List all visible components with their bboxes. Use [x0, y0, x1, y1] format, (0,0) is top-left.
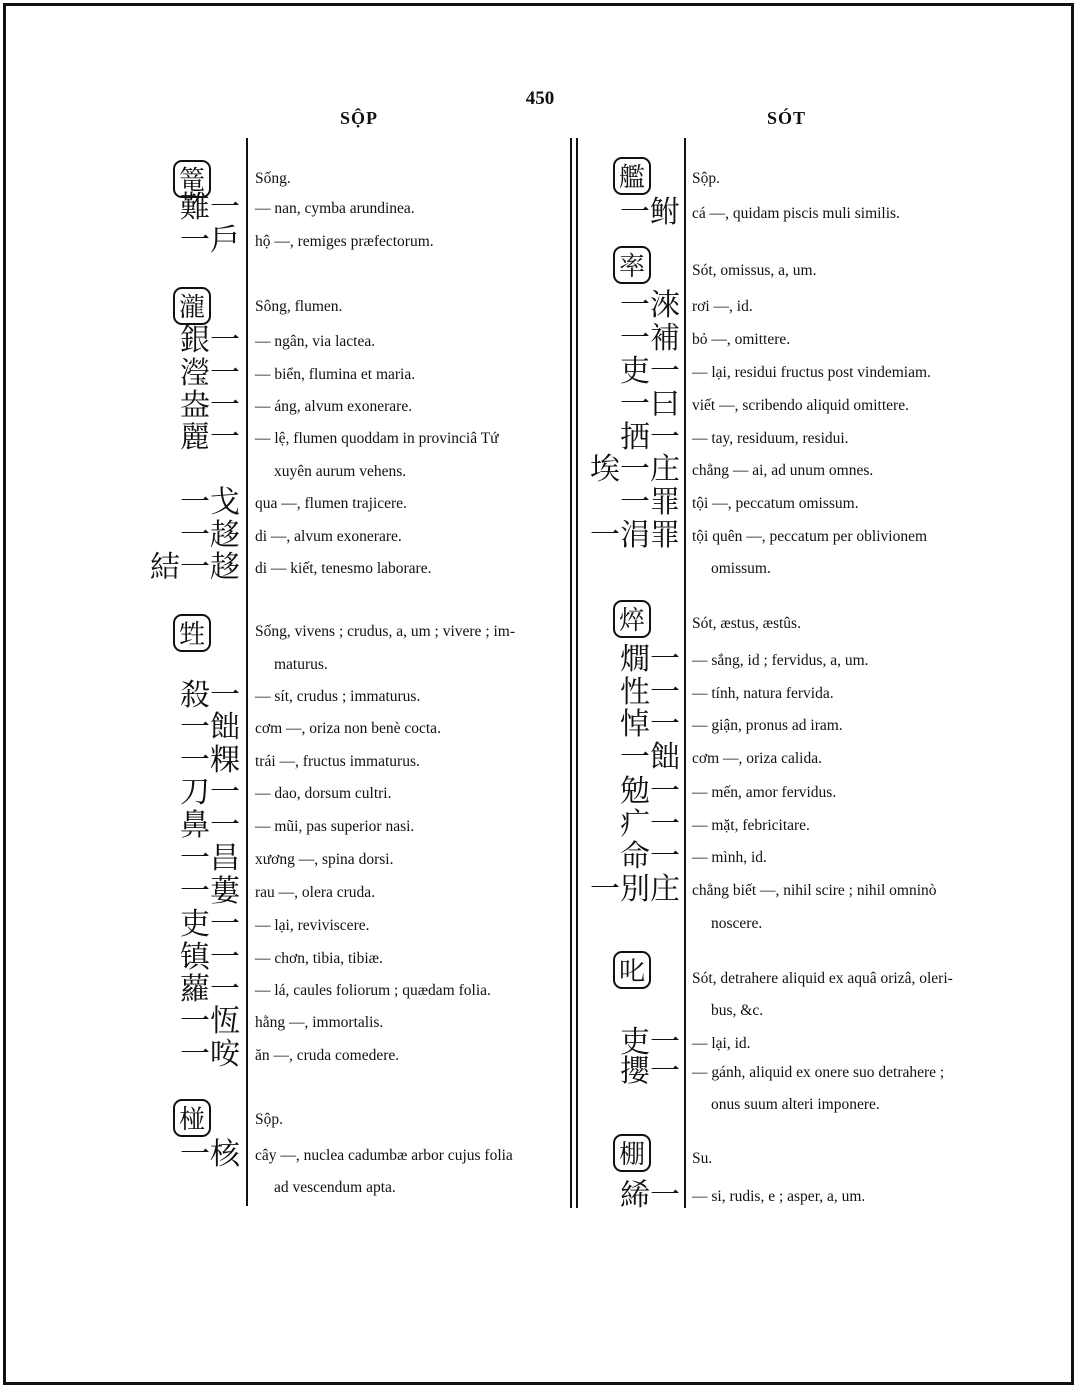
chinese-characters: 一蔞 [180, 874, 240, 909]
center-rule-a [570, 138, 572, 1208]
chinese-characters: 一飿 [620, 740, 680, 775]
entry-head: Sống. [255, 170, 291, 187]
chinese-characters: 一核 [180, 1137, 240, 1172]
character-box: 瀧 [173, 287, 211, 325]
entry-text: — sít, crudus ; immaturus. [255, 688, 421, 705]
entry-text: di — kiết, tenesmo laborare. [255, 560, 432, 577]
entry-text: — mặt, febricitare. [692, 817, 810, 834]
entry-text: — gánh, aliquid ex onere suo detrahere ; [692, 1064, 945, 1081]
entry-text: hằng —, immortalis. [255, 1014, 384, 1031]
entry-text: cơm —, oriza calida. [692, 750, 822, 767]
chinese-characters: 一昌 [180, 841, 240, 876]
chinese-characters: 盎一 [180, 388, 240, 423]
chinese-characters: 攖一 [620, 1054, 680, 1089]
entry-text: — áng, alvum exonerare. [255, 398, 413, 415]
chinese-characters: 一咹 [180, 1037, 240, 1072]
entry-text: tội —, peccatum omissum. [692, 495, 859, 512]
entry-text: Sộp. [255, 1111, 283, 1128]
chinese-characters: 性一 [620, 675, 680, 710]
entry-text: Su. [692, 1150, 713, 1167]
chinese-characters: 結一趍 [150, 550, 240, 585]
chinese-characters: 一戈 [180, 485, 240, 520]
page-border [3, 3, 1074, 1385]
chinese-characters: 镇一 [180, 940, 240, 975]
entry-text: Sộp. [692, 170, 720, 187]
entry-continuation: xuyên aurum vehens. [274, 463, 407, 480]
entry-text: qua —, flumen trajicere. [255, 495, 407, 512]
entry-text: — tay, residuum, residui. [692, 430, 849, 447]
chinese-characters: 吏一 [180, 907, 240, 942]
character-box: 篭 [173, 160, 211, 198]
chinese-characters: 麗一 [180, 420, 240, 455]
character-box: 率 [613, 246, 651, 284]
chinese-characters: 刀一 [180, 775, 240, 810]
chinese-characters: 一淶 [620, 288, 680, 323]
entry-text: rơi —, id. [692, 298, 753, 315]
left-column-rule [246, 138, 248, 1206]
entry-text: — dao, dorsum cultri. [255, 785, 392, 802]
entry-text: xương —, spina dorsi. [255, 851, 394, 868]
chinese-characters: 一趍 [180, 518, 240, 553]
entry-text: — biển, flumina et maria. [255, 366, 416, 383]
chinese-characters: 一飿 [180, 710, 240, 745]
chinese-characters: 勉一 [620, 774, 680, 809]
character-box: 甡 [173, 614, 211, 652]
chinese-characters: 悼一 [620, 707, 680, 742]
chinese-characters: 一恆 [180, 1004, 240, 1039]
entry-head: Sông, flumen. [255, 298, 343, 315]
character-box: 焠 [613, 600, 651, 638]
entry-continuation: bus, &c. [711, 1002, 764, 1019]
center-rule-b [576, 138, 578, 1208]
character-box: 叱 [613, 951, 651, 989]
entry-text: — mến, amor fervidus. [692, 784, 837, 801]
entry-text: hộ —, remiges præfectorum. [255, 233, 434, 250]
header-right: SÓT [767, 108, 807, 128]
character-box: 棚 [613, 1134, 651, 1172]
chinese-characters: 一鲋 [620, 195, 680, 230]
chinese-characters: 拪一 [620, 420, 680, 455]
entry-text: — giận, pronus ad iram. [692, 717, 843, 734]
entry-text: — nan, cymba arundinea. [255, 200, 415, 217]
entry-text: chẳng biết —, nihil scire ; nihil omninò [692, 882, 937, 899]
entry-continuation: noscere. [711, 915, 763, 932]
entry-continuation: omissum. [711, 560, 771, 577]
entry-text: — lá, caules foliorum ; quædam folia. [255, 982, 491, 999]
character-box: 艦 [613, 157, 651, 195]
chinese-characters: 疒一 [620, 807, 680, 842]
entry-text: Sót, detrahere aliquid ex aquâ orizâ, oleri- [692, 970, 953, 987]
entry-text: Sót, omissus, a, um. [692, 262, 817, 279]
entry-text: Sót, æstus, æstûs. [692, 615, 801, 632]
entry-text: Sống, vivens ; crudus, a, um ; vivere ; im- [255, 623, 516, 640]
chinese-characters: 一粿 [180, 743, 240, 778]
chinese-characters: 一曰 [620, 387, 680, 422]
header-left: SỘP [340, 108, 379, 128]
chinese-characters: 蘿一 [180, 972, 240, 1007]
entry-text: tội quên —, peccatum per oblivionem [692, 528, 928, 545]
chinese-characters: 一補 [620, 321, 680, 356]
entry-continuation: maturus. [274, 656, 328, 673]
entry-text: di —, alvum exonerare. [255, 528, 402, 545]
chinese-characters: 銀一 [180, 323, 240, 358]
chinese-characters: 鼻一 [180, 808, 240, 843]
chinese-characters: 吏一 [620, 1025, 680, 1060]
entry-text: — chơn, tibia, tibiæ. [255, 950, 383, 967]
entry-text: — ngân, via lactea. [255, 333, 376, 350]
entry-text: — lại, id. [692, 1035, 751, 1052]
chinese-characters: 殺一 [180, 678, 240, 713]
entry-text: cơm —, oriza non benè cocta. [255, 720, 441, 737]
entry-continuation: ad vescendum apta. [274, 1179, 396, 1196]
entry-text: cây —, nuclea cadumbæ arbor cujus folia [255, 1147, 513, 1164]
character-box: 椪 [173, 1099, 211, 1137]
entry-text: ăn —, cruda comedere. [255, 1047, 400, 1064]
entry-text: bỏ —, omittere. [692, 331, 791, 348]
entry-text: cá —, quidam piscis muli similis. [692, 205, 900, 222]
right-column-rule [684, 138, 686, 1208]
entry-text: — lệ, flumen quoddam in provinciâ Tứ [255, 430, 499, 447]
entry-text: — lại, residui fructus post vindemiam. [692, 364, 931, 381]
chinese-characters: 吏一 [620, 354, 680, 389]
chinese-characters: 命一 [620, 839, 680, 874]
chinese-characters: 一別庄 [590, 872, 680, 907]
entry-text: chẳng — ai, ad unum omnes. [692, 462, 874, 479]
chinese-characters: 難一 [180, 190, 240, 225]
chinese-characters: 燗一 [620, 642, 680, 677]
entry-text: viết —, scribendo aliquid omittere. [692, 397, 909, 414]
entry-text: trái —, fructus immaturus. [255, 753, 420, 770]
page-number: 450 [525, 88, 555, 109]
chinese-characters: 一戶 [180, 223, 240, 258]
chinese-characters: 埃一庄 [590, 452, 680, 487]
entry-text: rau —, olera cruda. [255, 884, 376, 901]
chinese-characters: 瀅一 [180, 356, 240, 391]
entry-text: — tính, natura fervida. [692, 685, 834, 702]
entry-text: — si, rudis, e ; asper, a, um. [692, 1188, 866, 1205]
chinese-characters: 絺一 [620, 1178, 680, 1213]
chinese-characters: 一涓罪 [590, 518, 680, 553]
entry-text: — lại, reviviscere. [255, 917, 370, 934]
chinese-characters: 一罪 [620, 485, 680, 520]
entry-text: — sắng, id ; fervidus, a, um. [692, 652, 869, 669]
entry-text: — mình, id. [692, 849, 767, 866]
entry-text: — mũi, pas superior nasi. [255, 818, 415, 835]
entry-continuation: onus suum alteri imponere. [711, 1096, 880, 1113]
